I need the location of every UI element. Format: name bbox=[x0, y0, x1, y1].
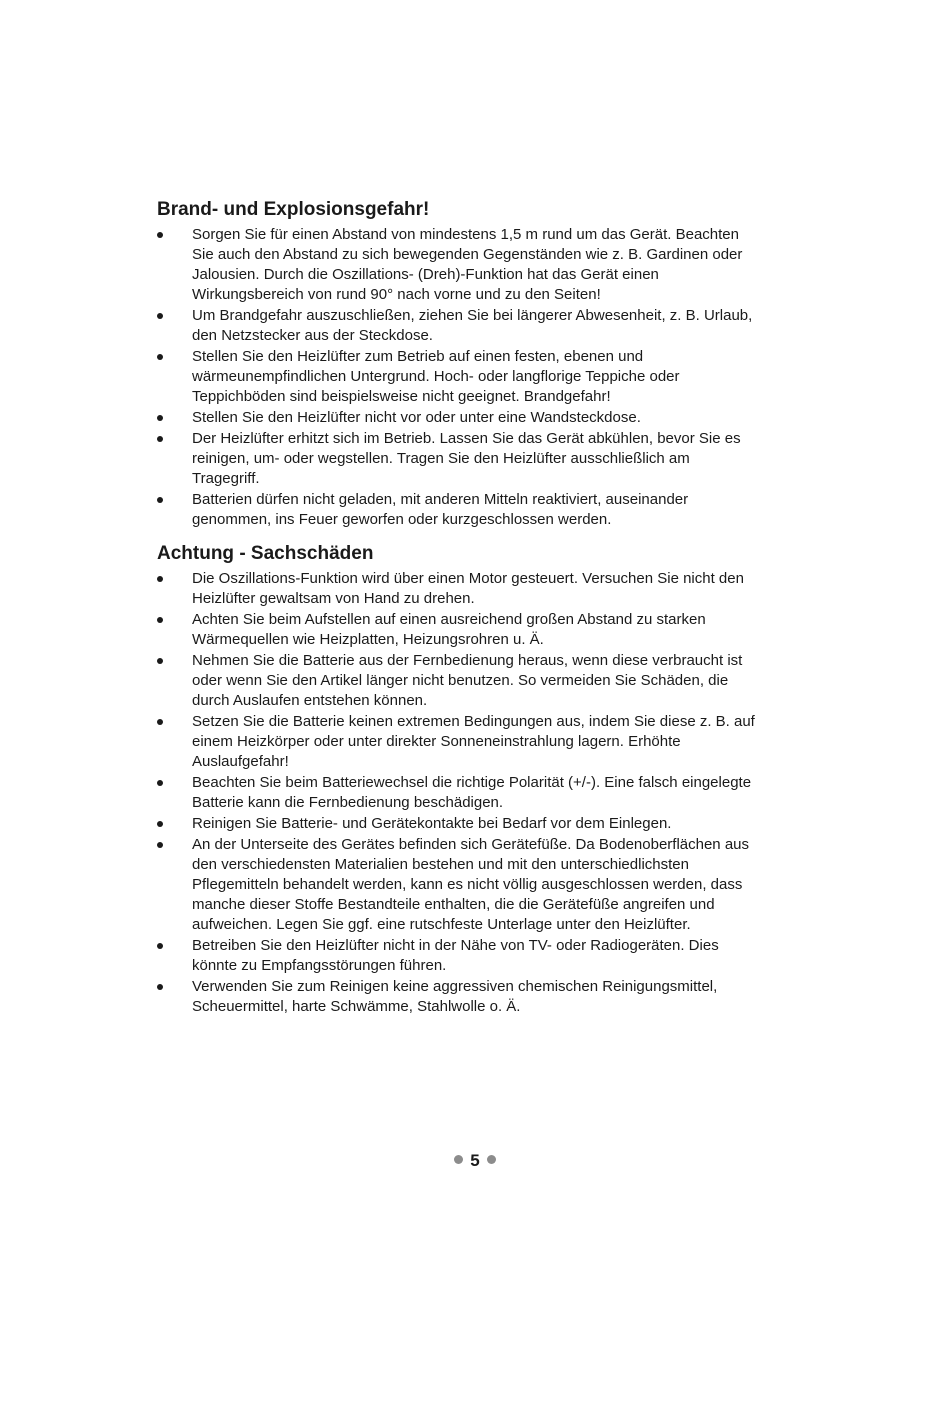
list-item-text: Reinigen Sie Batterie- und Gerätekontakte bei Bedarf vor dem Einlegen. bbox=[192, 815, 672, 832]
bullet-icon bbox=[157, 617, 163, 623]
page-number: 5 bbox=[470, 1151, 480, 1170]
list-item bbox=[157, 490, 757, 530]
list-item-text: Achten Sie beim Aufstellen auf einen ausreichend großen Abstand zu starken Wärmequellen wie Heizplatten, Heizungsrohren u. Ä. bbox=[192, 611, 706, 648]
bullet-icon bbox=[157, 780, 163, 786]
list-item-text: Batterien dürfen nicht geladen, mit anderen Mitteln reaktiviert, auseinander genommen, ins Feuer geworfen oder kurzgeschlossen werden. bbox=[192, 491, 689, 528]
list-item bbox=[157, 773, 757, 813]
bullet-icon bbox=[157, 719, 163, 725]
list-item-text: Betreiben Sie den Heizlüfter nicht in der Nähe von TV- oder Radiogeräten. Dies könnte zu Empfangsstörungen führen. bbox=[192, 937, 719, 974]
document-body bbox=[157, 198, 757, 1018]
list-item bbox=[157, 225, 757, 305]
bullet-icon bbox=[157, 313, 163, 319]
section-heading-fire-hazard: Brand- und Explosionsgefahr! bbox=[157, 199, 430, 220]
list-item bbox=[157, 306, 757, 346]
list-item bbox=[157, 347, 757, 407]
page-dot-left-icon bbox=[454, 1155, 463, 1164]
list-item-text: Beachten Sie beim Batteriewechsel die richtige Polarität (+/-). Eine falsch eingelegte Batterie kann die Fernbedienung beschädigen. bbox=[192, 774, 752, 811]
list-item bbox=[157, 814, 757, 834]
list-item-text: Sorgen Sie für einen Abstand von mindestens 1,5 m rund um das Gerät. Beachten Sie auch den Abstand zu sich bewegenden Gegenständen wie z. B. Gardinen oder Jalousien. Durch die Oszillations- (Dreh)-Funktion hat das Gerät einen Wirkungsbereich von rund 90° nach vorne und zu den Seiten! bbox=[192, 226, 743, 303]
list-item-text: Setzen Sie die Batterie keinen extremen Bedingungen aus, indem Sie diese z. B. auf einem Heizkörper oder unter direkter Sonneneinstrahlung lagern. Erhöhte Auslaufgefahr! bbox=[192, 713, 755, 770]
bullet-icon bbox=[157, 436, 163, 442]
list-item-text: An der Unterseite des Gerätes befinden sich Gerätefüße. Da Bodenoberflächen aus den verschiedensten Materialien bestehen und mit den unterschiedlichsten Pflegemitteln behandelt werden, kann es nicht völlig ausgeschlossen werden, dass manche dieser Stoffe Bestandteile enthalten, die die Gerätefüße angreifen und aufweichen. Legen Sie ggf. eine rutschfeste Unterlage unter den Heizlüfter. bbox=[192, 836, 749, 933]
bullet-icon bbox=[157, 576, 163, 582]
list-item-text: Nehmen Sie die Batterie aus der Fernbedienung heraus, wenn diese verbraucht ist oder wenn Sie den Artikel länger nicht benutzen. So vermeiden Sie Schäden, die durch Auslaufen entstehen können. bbox=[192, 652, 743, 709]
list-item-text: Stellen Sie den Heizlüfter zum Betrieb auf einen festen, ebenen und wärmeunempfindlichen Untergrund. Hoch- oder langflorige Teppiche oder Teppichböden sind beispielsweise nicht geeignet. Brandgefahr! bbox=[192, 348, 680, 405]
list-item-text: Verwenden Sie zum Reinigen keine aggressiven chemischen Reinigungsmittel, Scheuermittel, harte Schwämme, Stahlwolle o. Ä. bbox=[192, 978, 718, 1015]
list-item bbox=[157, 651, 757, 711]
list-item bbox=[157, 936, 757, 976]
list-item bbox=[157, 429, 757, 489]
page-dot-right-icon bbox=[487, 1155, 496, 1164]
bullet-icon bbox=[157, 497, 163, 503]
list-item-text: Um Brandgefahr auszuschließen, ziehen Sie bei längerer Abwesenheit, z. B. Urlaub, den Netzstecker aus der Steckdose. bbox=[192, 307, 753, 344]
list-item bbox=[157, 569, 757, 609]
list-item bbox=[157, 977, 757, 1017]
section-heading-property-damage: Achtung - Sachschäden bbox=[157, 543, 374, 564]
bullet-icon bbox=[157, 354, 163, 360]
list-item bbox=[157, 835, 757, 935]
property-damage-list bbox=[157, 569, 757, 1017]
list-item bbox=[157, 408, 757, 428]
bullet-icon bbox=[157, 415, 163, 421]
bullet-icon bbox=[157, 943, 163, 949]
page-footer bbox=[0, 1150, 950, 1172]
list-item-text: Die Oszillations-Funktion wird über einen Motor gesteuert. Versuchen Sie nicht den Heizlüfter gewaltsam von Hand zu drehen. bbox=[192, 570, 744, 607]
bullet-icon bbox=[157, 232, 163, 238]
bullet-icon bbox=[157, 821, 163, 827]
list-item bbox=[157, 610, 757, 650]
list-item-text: Stellen Sie den Heizlüfter nicht vor oder unter eine Wandsteckdose. bbox=[192, 409, 641, 426]
fire-hazard-list bbox=[157, 225, 757, 530]
bullet-icon bbox=[157, 984, 163, 990]
list-item bbox=[157, 712, 757, 772]
bullet-icon bbox=[157, 842, 163, 848]
list-item-text: Der Heizlüfter erhitzt sich im Betrieb. Lassen Sie das Gerät abkühlen, bevor Sie es reinigen, um- oder wegstellen. Tragen Sie den Heizlüfter ausschließlich am Tragegriff. bbox=[192, 430, 741, 487]
bullet-icon bbox=[157, 658, 163, 664]
